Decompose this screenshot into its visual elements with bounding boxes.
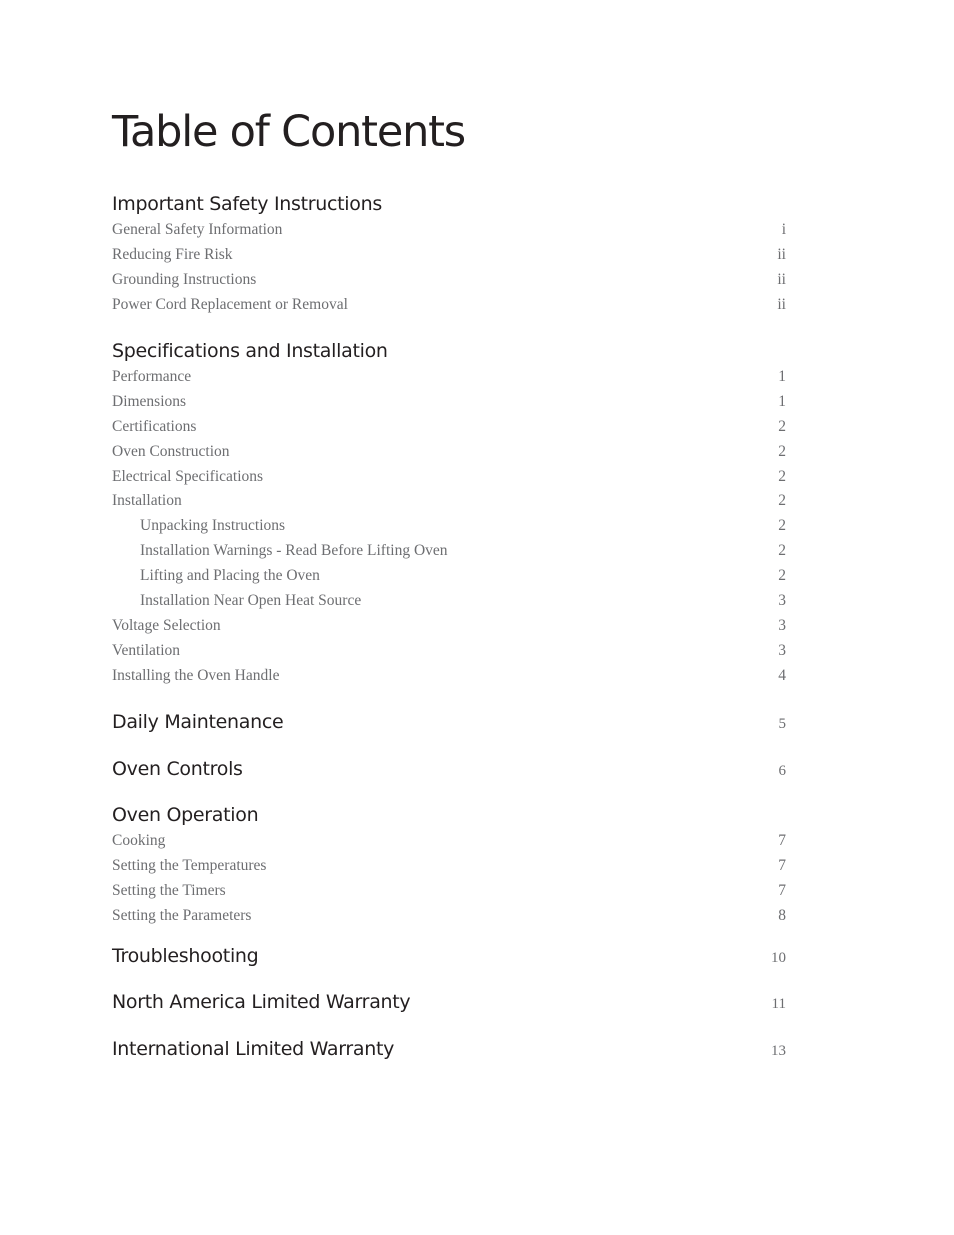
toc-entry[interactable]: [112, 639, 786, 664]
toc-section-daily-maintenance: [112, 708, 786, 736]
entry-label: Installing the Oven Handle: [112, 666, 280, 684]
toc-section-north-america-warranty: [112, 988, 786, 1016]
entry-label: Reducing Fire Risk: [112, 245, 233, 263]
section-title[interactable]: Specifications and Installation: [112, 340, 388, 362]
page-title: Table of Contents: [112, 107, 465, 157]
entry-label: Dimensions: [112, 392, 187, 410]
section-title[interactable]: Oven Controls: [112, 758, 243, 780]
entry-label: Cooking: [112, 832, 166, 849]
toc-section-oven-controls: [112, 755, 786, 783]
entry-page-number: 2: [778, 492, 786, 510]
section-title[interactable]: Oven Operation: [112, 804, 259, 826]
toc-entry[interactable]: [112, 664, 786, 689]
toc-entry[interactable]: [112, 440, 786, 465]
entry-page-number: 2: [778, 467, 786, 485]
entry-page-number: 2: [778, 442, 786, 460]
entry-page-number: 7: [778, 832, 786, 849]
entry-label: Performance: [112, 368, 192, 385]
section-page-number: 5: [778, 716, 786, 732]
toc-entry[interactable]: [112, 614, 786, 639]
entry-label: Setting the Temperatures: [112, 856, 267, 874]
entry-label: Voltage Selection: [112, 616, 221, 634]
section-title[interactable]: Important Safety Instructions: [112, 193, 382, 215]
entry-page-number: 2: [778, 417, 786, 435]
section-page-number: 11: [771, 996, 786, 1012]
toc-subentry[interactable]: [112, 589, 786, 614]
entry-label: General Safety Information: [112, 221, 283, 238]
toc-section-troubleshooting: [112, 942, 786, 970]
entry-page-number: ii: [777, 270, 786, 288]
toc-entry[interactable]: [112, 829, 786, 854]
toc-entry[interactable]: [112, 365, 786, 390]
toc-entry[interactable]: [112, 243, 786, 268]
section-page-number: 13: [771, 1043, 786, 1059]
entry-label: Installation Near Open Heat Source: [140, 592, 362, 610]
entry-label: Power Cord Replacement or Removal: [112, 295, 348, 313]
entry-page-number: ii: [777, 245, 786, 263]
toc-entry[interactable]: [112, 268, 786, 293]
entry-page-number: 2: [778, 517, 786, 535]
section-title[interactable]: North America Limited Warranty: [112, 991, 411, 1013]
entry-label: Oven Construction: [112, 442, 230, 460]
entry-page-number: i: [781, 221, 786, 238]
toc-subentry[interactable]: [112, 514, 786, 539]
toc-section-specifications: [112, 337, 786, 689]
toc-section-international-warranty: [112, 1035, 786, 1063]
toc-entry[interactable]: [112, 218, 786, 243]
toc-entry[interactable]: [112, 465, 786, 490]
entry-label: Certifications: [112, 417, 197, 435]
entry-page-number: 4: [778, 666, 786, 684]
section-page-number: 10: [771, 950, 786, 966]
entry-page-number: 3: [778, 592, 786, 610]
section-title[interactable]: International Limited Warranty: [112, 1038, 395, 1060]
entry-label: Ventilation: [112, 641, 181, 659]
entry-label: Unpacking Instructions: [140, 517, 286, 535]
toc-entry[interactable]: [112, 415, 786, 440]
entry-page-number: 2: [778, 567, 786, 585]
toc-entry[interactable]: [112, 904, 786, 929]
entry-page-number: 2: [778, 542, 786, 560]
entry-label: Setting the Parameters: [112, 906, 252, 924]
entry-label: Lifting and Placing the Oven: [140, 567, 320, 585]
section-title[interactable]: Troubleshooting: [112, 945, 259, 967]
toc-subentry[interactable]: [112, 539, 786, 564]
toc-section-oven-operation: [112, 801, 786, 929]
entry-label: Electrical Specifications: [112, 467, 264, 485]
toc-subentry[interactable]: [112, 564, 786, 589]
toc-section-safety: [112, 190, 786, 318]
toc-entry[interactable]: [112, 293, 786, 318]
entry-page-number: 8: [778, 906, 786, 924]
section-title[interactable]: Daily Maintenance: [112, 711, 284, 733]
entry-label: Installation: [112, 492, 182, 510]
toc-entry[interactable]: [112, 390, 786, 415]
toc-entry[interactable]: [112, 879, 786, 904]
entry-page-number: 3: [778, 616, 786, 634]
entry-label: Installation Warnings - Read Before Lifting Oven: [140, 542, 448, 560]
entry-page-number: ii: [777, 295, 786, 313]
section-page-number: 6: [778, 763, 786, 779]
toc-entry[interactable]: [112, 854, 786, 879]
entry-page-number: 1: [778, 368, 786, 385]
entry-label: Setting the Timers: [112, 881, 226, 899]
entry-page-number: 1: [778, 392, 786, 410]
entry-label: Grounding Instructions: [112, 270, 257, 288]
entry-page-number: 3: [778, 641, 786, 659]
toc-entry[interactable]: [112, 489, 786, 514]
entry-page-number: 7: [778, 881, 786, 899]
entry-page-number: 7: [778, 856, 786, 874]
